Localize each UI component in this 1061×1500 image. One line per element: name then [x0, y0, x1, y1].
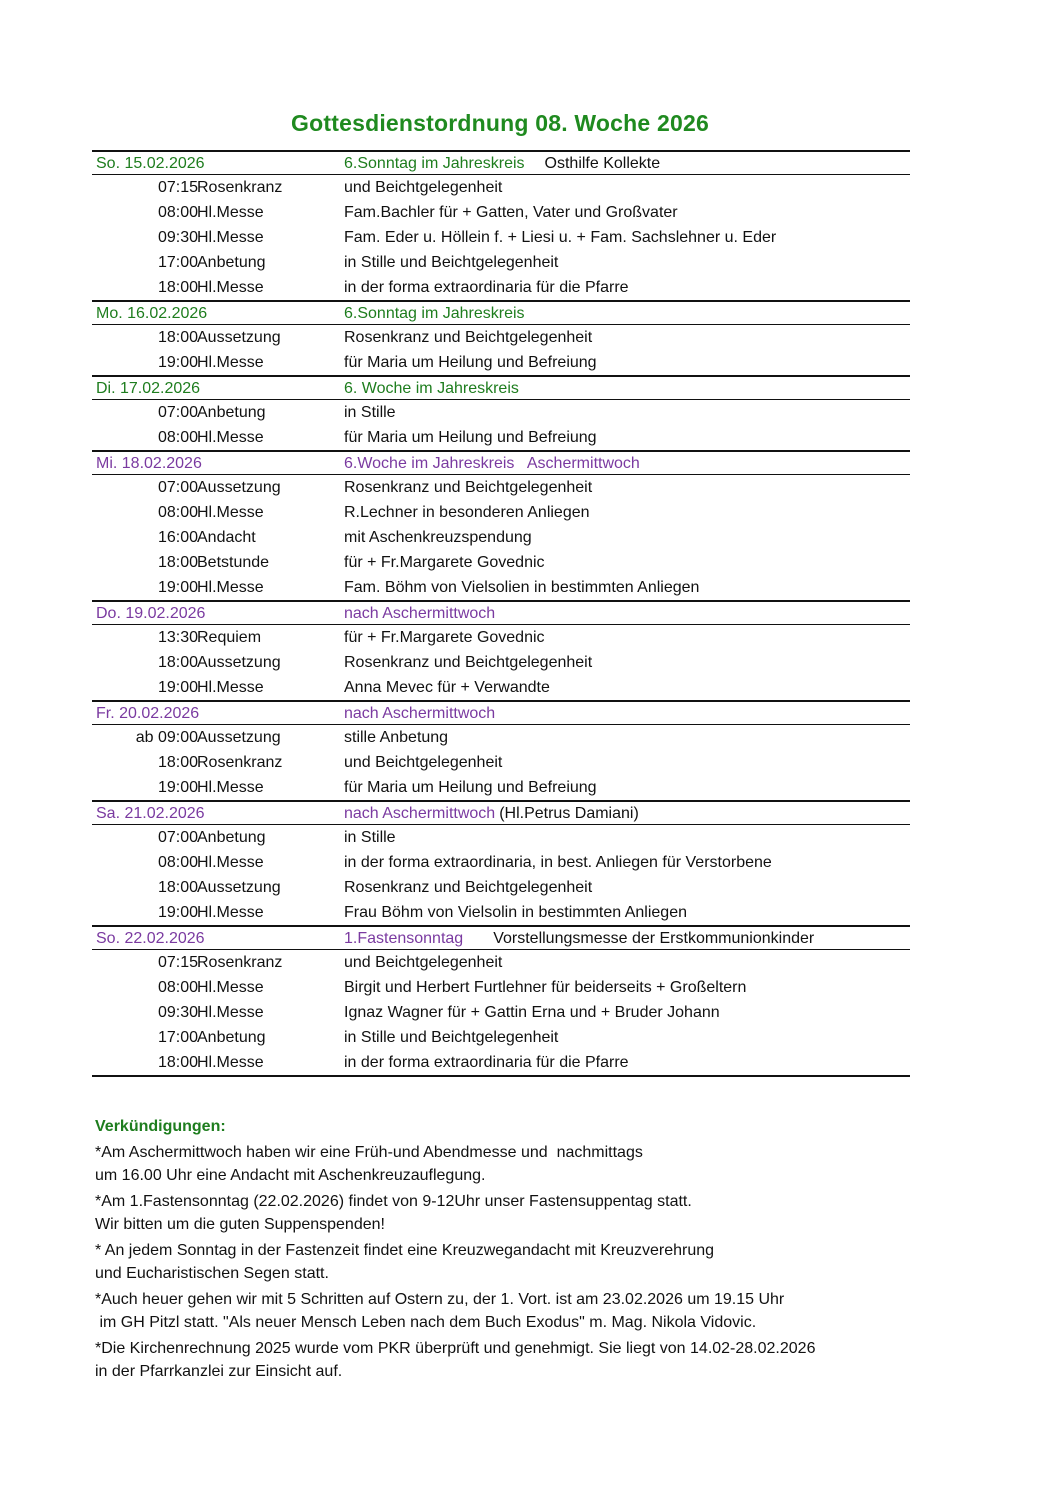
day-note: (Hl.Petrus Damiani) [499, 805, 639, 822]
day-header [92, 300, 910, 325]
announcement-line: *Am 1.Fastensonntag (22.02.2026) findet von 9-12Uhr unser Fastensuppentag statt. [95, 1192, 692, 1210]
announcement-line: um 16.00 Uhr eine Andacht mit Aschenkreuzauflegung. [95, 1167, 486, 1184]
service-type: Anbetung [197, 254, 266, 271]
day-date: Sa. 21.02.2026 [96, 805, 205, 822]
day-header [92, 600, 910, 625]
day-liturgical-title [344, 705, 495, 723]
service-row [92, 500, 910, 525]
service-intent: in Stille [344, 829, 396, 846]
service-type: Aussetzung [197, 654, 281, 671]
day-date: Do. 19.02.2026 [96, 605, 206, 622]
service-time: 07:15 [157, 954, 198, 971]
service-type: Anbetung [197, 829, 266, 846]
service-type: Hl.Messe [197, 204, 264, 221]
service-type: Hl.Messe [197, 279, 264, 296]
service-intent: Birgit und Herbert Furtlehner für beiderseits + Großeltern [344, 979, 747, 996]
service-row [92, 950, 910, 975]
service-intent: mit Aschenkreuzspendung [344, 529, 532, 546]
day-header [92, 375, 910, 400]
service-time: 08:00 [157, 979, 198, 996]
service-intent: R.Lechner in besonderen Anliegen [344, 504, 590, 521]
service-time: 18:00 [157, 279, 198, 296]
service-time: 13:30 [157, 629, 198, 646]
service-intent: in Stille und Beichtgelegenheit [344, 254, 559, 271]
service-intent: in Stille [344, 404, 396, 421]
service-type: Hl.Messe [197, 679, 264, 696]
announcement-item [95, 1337, 995, 1384]
service-time: 18:00 [157, 654, 198, 671]
day-header [92, 450, 910, 475]
service-type: Aussetzung [197, 879, 281, 896]
service-type: Hl.Messe [197, 904, 264, 921]
service-time: 08:00 [157, 854, 198, 871]
day-date: So. 22.02.2026 [96, 930, 205, 947]
service-type: Hl.Messe [197, 1054, 264, 1071]
service-row [92, 350, 910, 375]
service-row [92, 200, 910, 225]
day-liturgical-title [344, 605, 495, 623]
service-intent: Fam. Böhm von Vielsolien in bestimmten Anliegen [344, 579, 700, 596]
service-time: 18:00 [157, 329, 198, 346]
day-liturgical-title [344, 305, 525, 323]
service-time: 19:00 [157, 679, 198, 696]
announcement-line: * An jedem Sonntag in der Fastenzeit findet eine Kreuzwegandacht mit Kreuzverehrung [95, 1241, 715, 1259]
service-type: Anbetung [197, 1029, 266, 1046]
service-time: 07:15 [157, 179, 198, 196]
announcement-item [95, 1190, 995, 1237]
service-row [92, 675, 910, 700]
announcements-heading: Verkündigungen: [95, 1118, 226, 1135]
service-intent: Frau Böhm von Vielsolin in bestimmten Anliegen [344, 904, 687, 921]
service-time: 17:00 [157, 1029, 198, 1046]
day-liturgical-text: nach Aschermittwoch [344, 605, 496, 622]
service-type: Hl.Messe [197, 504, 264, 521]
service-intent: Ignaz Wagner für + Gattin Erna und + Bruder Johann [344, 1004, 720, 1021]
day-liturgical-text: 1.Fastensonntag [344, 930, 464, 947]
service-row [92, 975, 910, 1000]
service-intent: in der forma extraordinaria für die Pfarre [344, 279, 629, 296]
service-row [92, 250, 910, 275]
service-intent: Rosenkranz und Beichtgelegenheit [344, 329, 593, 346]
service-intent: und Beichtgelegenheit [344, 179, 503, 196]
service-intent: in der forma extraordinaria, in best. Anliegen für Verstorbene [344, 854, 772, 871]
announcement-list [95, 1141, 995, 1384]
day-date: Mi. 18.02.2026 [96, 455, 202, 472]
service-row [92, 825, 910, 850]
service-intent: Anna Mevec für + Verwandte [344, 679, 550, 696]
announcement-line: Wir bitten um die guten Suppenspenden! [95, 1216, 385, 1233]
service-intent: Rosenkranz und Beichtgelegenheit [344, 479, 593, 496]
service-time: 19:00 [157, 904, 198, 921]
day-header [92, 150, 910, 175]
service-row [92, 725, 910, 750]
day-liturgical-text: 6. Woche im Jahreskreis [344, 380, 519, 397]
day-liturgical-title [344, 930, 814, 948]
service-intent: Rosenkranz und Beichtgelegenheit [344, 879, 593, 896]
service-row [92, 225, 910, 250]
day-header [92, 700, 910, 725]
page-title: Gottesdienstordnung 08. Woche 2026 [291, 110, 709, 136]
service-type: Hl.Messe [197, 229, 264, 246]
announcement-line: *Am Aschermittwoch haben wir eine Früh-und Abendmesse und nachmittags [95, 1143, 643, 1161]
service-time: 08:00 [157, 204, 198, 221]
service-row [92, 400, 910, 425]
day-liturgical-title [344, 155, 660, 173]
service-row [92, 900, 910, 925]
announcements [95, 1115, 995, 1386]
service-time: 19:00 [157, 779, 198, 796]
day-date: So. 15.02.2026 [96, 155, 205, 172]
day-header [92, 925, 910, 950]
service-row [92, 525, 910, 550]
service-row [92, 275, 910, 300]
day-liturgical-text: 6.Sonntag im Jahreskreis [344, 305, 525, 322]
announcement-line: *Auch heuer gehen wir mit 5 Schritten auf Ostern zu, der 1. Vort. ist am 23.02.2026 um 19.15 Uhr [95, 1290, 785, 1308]
service-intent: für Maria um Heilung und Befreiung [344, 429, 597, 446]
service-time: 07:00 [157, 404, 198, 421]
service-time: 18:00 [157, 554, 198, 571]
service-row [92, 1025, 910, 1050]
announcement-item [95, 1288, 995, 1335]
service-time: 18:00 [157, 1054, 198, 1071]
schedule-table [92, 150, 910, 1077]
service-row [92, 875, 910, 900]
service-type: Hl.Messe [197, 429, 264, 446]
service-row [92, 1050, 910, 1075]
service-time: 08:00 [157, 429, 198, 446]
service-type: Andacht [197, 529, 256, 546]
service-type: Aussetzung [197, 329, 281, 346]
table-end-rule [92, 1075, 910, 1077]
service-time: 07:00 [157, 479, 198, 496]
service-type: Hl.Messe [197, 579, 264, 596]
service-intent: Fam. Eder u. Höllein f. + Liesi u. + Fam. Sachslehner u. Eder [344, 229, 777, 246]
service-type: Hl.Messe [197, 854, 264, 871]
service-type: Aussetzung [197, 479, 281, 496]
announcement-line: *Die Kirchenrechnung 2025 wurde vom PKR überprüft und genehmigt. Sie liegt von 14.02-28.02.2026 [95, 1339, 816, 1357]
announcement-line: in der Pfarrkanzlei zur Einsicht auf. [95, 1363, 343, 1380]
service-intent: in der forma extraordinaria für die Pfarre [344, 1054, 629, 1071]
service-type: Rosenkranz [197, 179, 283, 196]
service-type: Requiem [197, 629, 262, 646]
day-header [92, 800, 910, 825]
service-row [92, 775, 910, 800]
service-intent: Rosenkranz und Beichtgelegenheit [344, 654, 593, 671]
service-type: Anbetung [197, 404, 266, 421]
day-liturgical-title [344, 805, 639, 823]
day-liturgical-text: nach Aschermittwoch [344, 705, 496, 722]
service-intent: für Maria um Heilung und Befreiung [344, 779, 597, 796]
service-row [92, 625, 910, 650]
service-time: 18:00 [157, 879, 198, 896]
service-intent: und Beichtgelegenheit [344, 954, 503, 971]
service-intent: für Maria um Heilung und Befreiung [344, 354, 597, 371]
service-time: ab 09:00 [135, 729, 198, 746]
service-time: 17:00 [157, 254, 198, 271]
service-time: 07:00 [157, 829, 198, 846]
service-row [92, 575, 910, 600]
service-row [92, 475, 910, 500]
service-row [92, 1000, 910, 1025]
service-type: Hl.Messe [197, 354, 264, 371]
service-type: Hl.Messe [197, 979, 264, 996]
service-row [92, 325, 910, 350]
service-row [92, 850, 910, 875]
announcement-item [95, 1239, 995, 1286]
service-time: 18:00 [157, 754, 198, 771]
service-row [92, 175, 910, 200]
service-type: Hl.Messe [197, 1004, 264, 1021]
service-intent: in Stille und Beichtgelegenheit [344, 1029, 559, 1046]
service-time: 08:00 [157, 504, 198, 521]
service-row [92, 650, 910, 675]
service-type: Rosenkranz [197, 754, 283, 771]
announcement-line: im GH Pitzl statt. "Als neuer Mensch Leben nach dem Buch Exodus" m. Mag. Nikola Vidovic. [95, 1314, 757, 1331]
service-row [92, 425, 910, 450]
day-liturgical-title [344, 455, 640, 473]
announcement-item [95, 1141, 995, 1188]
day-date: Di. 17.02.2026 [96, 380, 201, 397]
day-liturgical-text: nach Aschermittwoch [344, 805, 496, 822]
service-time: 09:30 [157, 229, 198, 246]
day-date: Mo. 16.02.2026 [96, 305, 208, 322]
day-liturgical-title [344, 380, 519, 398]
service-time: 19:00 [157, 354, 198, 371]
service-time: 16:00 [157, 529, 198, 546]
day-date: Fr. 20.02.2026 [96, 705, 200, 722]
service-intent: für + Fr.Margarete Govednic [344, 554, 545, 571]
service-intent: für + Fr.Margarete Govednic [344, 629, 545, 646]
announcement-line: und Eucharistischen Segen statt. [95, 1265, 329, 1282]
service-type: Rosenkranz [197, 954, 283, 971]
service-type: Aussetzung [197, 729, 281, 746]
service-type: Betstunde [197, 554, 270, 571]
service-intent: und Beichtgelegenheit [344, 754, 503, 771]
day-liturgical-text: 6.Woche im Jahreskreis Aschermittwoch [344, 455, 640, 472]
service-row [92, 550, 910, 575]
service-intent: stille Anbetung [344, 729, 449, 746]
service-type: Hl.Messe [197, 779, 264, 796]
day-liturgical-text: 6.Sonntag im Jahreskreis [344, 155, 525, 172]
service-intent: Fam.Bachler für + Gatten, Vater und Großvater [344, 204, 678, 221]
day-note: Osthilfe Kollekte [544, 155, 661, 172]
service-time: 09:30 [157, 1004, 198, 1021]
service-time: 19:00 [157, 579, 198, 596]
service-row [92, 750, 910, 775]
day-note: Vorstellungsmesse der Erstkommunionkinder [493, 930, 815, 947]
